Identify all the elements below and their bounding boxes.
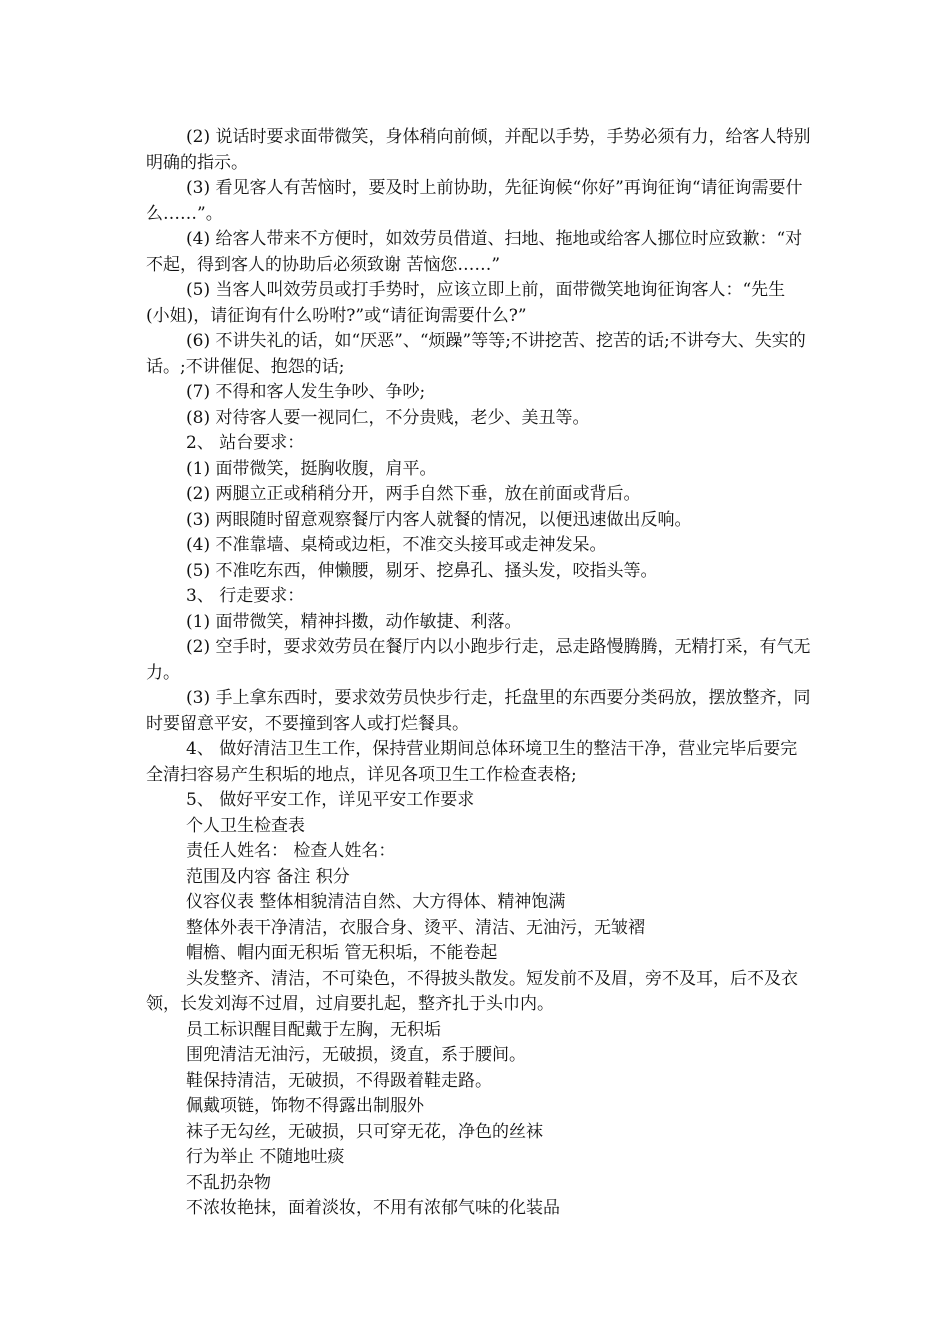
checklist-item: 员工标识醒目配戴于左胸，无积垢 <box>186 1019 441 1040</box>
checklist-item: 行为举止 不随地吐痰 <box>186 1147 345 1167</box>
paragraph-no-arguing: (7) 不得和客人发生争吵、争吵; <box>186 382 426 402</box>
checklist-columns: 范围及内容 备注 积分 <box>186 866 350 887</box>
paragraph-equal-treatment: (8) 对待客人要一视同仁，不分贵贱，老少、美丑等。 <box>186 407 590 428</box>
checklist-item: 整体外表干净清洁，衣服合身、烫平、清洁、无油污，无皱褶 <box>186 917 645 938</box>
paragraph-standing-2: (2) 两腿立正或稍稍分开，两手自然下垂，放在前面或背后。 <box>186 484 641 504</box>
paragraph-help-guest: (3) 看见客人有苦恼时，要及时上前协助，先征询候“你好”再询征询“请征询需要什么……”。 <box>146 178 803 224</box>
checklist-item: 袜子无勾丝，无破损，只可穿无花，净色的丝袜 <box>186 1121 543 1142</box>
checklist-item: 头发整齐、清洁，不可染色，不得披头散发。短发前不及眉，旁不及耳，后不及衣领，长发刘海不过眉，过肩要扎起，整齐扎于头巾内。 <box>146 968 798 1014</box>
paragraph-walking-2: (2) 空手时，要求效劳员在餐厅内以小跑步行走，忌走路慢腾腾，无精打采，有气无力。 <box>146 637 811 683</box>
checklist-item: 帽檐、帽内面无积垢 管无积垢，不能卷起 <box>186 943 498 963</box>
checklist-item: 仪容仪表 整体相貌清洁自然、大方得体、精神饱满 <box>186 892 566 912</box>
checklist-item: 不乱扔杂物 <box>186 1172 271 1193</box>
heading-standing-requirements: 2、 站台要求： <box>186 433 305 453</box>
heading-hygiene-checklist: 个人卫生检查表 <box>186 815 305 836</box>
checklist-names: 责任人姓名： 检查人姓名： <box>186 841 396 861</box>
document-body <box>146 125 814 1222</box>
paragraph-guest-call: (5) 当客人叫效劳员或打手势时，应该立即上前，面带微笑地询征询客人：“先生 (小姐)，请征询有什么吩咐?”或“请征询需要什么?” <box>146 280 786 326</box>
paragraph-standing-4: (4) 不准靠墙、桌椅或边柜，不准交头接耳或走神发呆。 <box>186 535 607 555</box>
checklist-item: 鞋保持清洁，无破损，不得趿着鞋走路。 <box>186 1070 492 1091</box>
paragraph-standing-3: (3) 两眼随时留意观察餐厅内客人就餐的情况，以便迅速做出反响。 <box>186 509 692 530</box>
checklist-item: 佩戴项链，饰物不得露出制服外 <box>186 1096 424 1116</box>
paragraph-walking-3: (3) 手上拿东西时，要求效劳员快步行走，托盘里的东西要分类码放，摆放整齐，同时要留意平安，不要撞到客人或打烂餐具。 <box>146 688 811 734</box>
paragraph-apology: (4) 给客人带来不方便时，如效劳员借道、扫地、拖地或给客人挪位时应致歉：“对不起，得到客人的协助后必须致谢 苦恼您……” <box>146 229 803 275</box>
paragraph-cleaning: 4、 做好清洁卫生工作，保持营业期间总体环境卫生的整洁干净，营业完毕后要完全清扫容易产生积垢的地点，详见各项卫生工作检查表格; <box>146 739 798 785</box>
checklist-item: 不浓妆艳抹，面着淡妆，不用有浓郁气味的化装品 <box>186 1198 560 1218</box>
paragraph-service-smile: (2) 说话时要求面带微笑，身体稍向前倾，并配以手势，手势必须有力，给客人特别明确的指示。 <box>146 127 811 173</box>
checklist-item: 围兜清洁无油污，无破损，烫直，系于腰间。 <box>186 1045 526 1065</box>
paragraph-standing-5: (5) 不准吃东西，伸懒腰，剔牙、挖鼻孔、搔头发，咬指头等。 <box>186 560 658 581</box>
paragraph-safety: 5、 做好平安工作，详见平安工作要求 <box>186 790 475 810</box>
heading-walking-requirements: 3、 行走要求： <box>186 586 305 606</box>
paragraph-no-rude-words: (6) 不讲失礼的话，如“厌恶”、“烦躁”等等;不讲挖苦、挖苦的话;不讲夸大、失实的话。;不讲催促、抱怨的话; <box>146 331 806 377</box>
paragraph-standing-1: (1) 面带微笑，挺胸收腹，肩平。 <box>186 458 437 479</box>
paragraph-walking-1: (1) 面带微笑，精神抖擞，动作敏捷、利落。 <box>186 611 522 632</box>
